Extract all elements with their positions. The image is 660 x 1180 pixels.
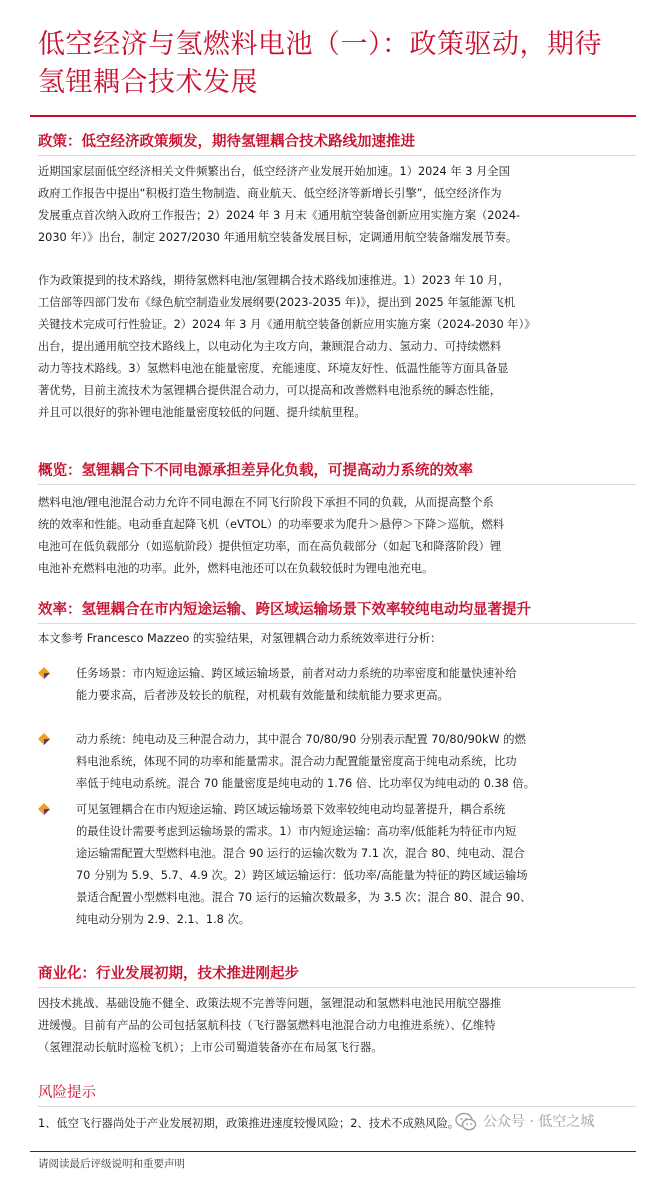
title-line-1: 低空经济与氢燃料电池（一）：政策驱动，期待 — [38, 29, 602, 60]
section-heading-risk: 风险提示 — [38, 1085, 96, 1101]
section-divider — [38, 987, 636, 988]
footer-divider — [30, 1151, 636, 1152]
risk-paragraph: 1、低空飞行器尚处于产业发展初期，政策推进速度较慢风险；2、技术不成熟风险。 — [38, 1117, 460, 1130]
bullet-text: 可见氢锂耦合在市内短途运输、跨区域运输场景下效率较纯电动均显著提升，耦合系统 的最佳设计需要考虑到运输场景的需求。1）市内短途运输：高功率/低能耗为特征市内短 途运输需配置大型燃料电池。混合 90 运行的运输次数为 7.1 次，混合 80、纯电动、混合 70 分别为 5.9、5.7、4.9 次。2）跨区域运输运行：低功率/高能量为特征的跨区域运输场 景适合配置小型燃料电池。混合 70 运行的运输次数最多，为 3.5 次；混合 80、混合 90、 纯电动分别为 2.9、2.1、1.8 次。 — [76, 803, 532, 926]
title-line-2: 氢锂耦合技术发展 — [38, 67, 258, 98]
section-divider — [38, 623, 636, 624]
section-heading-commercial: 商业化：行业发展初期，技术推进刚起步 — [38, 966, 299, 982]
commercial-paragraph: 因技术挑战、基础设施不健全、政策法规不完善等问题，氢锂混动和氢燃料电池民用航空器推 进缓慢。目前有产品的公司包括氢航科技（飞行器氢燃料电池混合动力电推进系统）、亿维特 （氢锂混动长航时巡检飞机）；上市公司蜀道装备亦在布局氢飞行器。 — [38, 997, 502, 1054]
section-divider — [38, 1106, 636, 1107]
watermark — [455, 1108, 655, 1136]
diamond-bullet-icon — [38, 733, 50, 745]
section-heading-overview: 概览：氢锂耦合下不同电源承担差异化负载，可提高动力系统的效率 — [38, 463, 473, 479]
bullet-text: 动力系统：纯电动及三种混合动力，其中混合 70/80/90 分别表示配置 70/80/90kW 的燃 料电池系统，体现不同的功率和能量需求。混合动力配置能量密度高于纯电动系统，比功 率低于纯电动系统。混合 70 能量密度是纯电动的 1.76 倍、比功率仅为纯电动的 0.38 倍。 — [76, 733, 536, 790]
section-heading-efficiency: 效率：氢锂耦合在市内短途运输、跨区域运输场景下效率较纯电动均显著提升 — [38, 602, 531, 618]
page-title — [38, 26, 638, 102]
bullet-text: 任务场景：市内短途运输、跨区域运输场景，前者对动力系统的功率密度和能量快速补给 能力要求高，后者涉及较长的航程，对机载有效能量和续航能力要求更高。 — [76, 667, 517, 702]
overview-paragraph: 燃料电池/锂电池混合动力允许不同电源在不同飞行阶段下承担不同的负载，从而提高整个系 统的效率和性能。电动垂直起降飞机（eVTOL）的功率要求为爬升＞悬停＞下降＞巡航，燃料 电池可在低负载部分（如巡航阶段）提供恒定功率，而在高负载部分（如起飞和降落阶段）锂 电池补充燃料电池的功率。此外，燃料电池还可以在负载较低时为锂电池充电。 — [38, 496, 505, 575]
policy-paragraph-2: 作为政策提到的技术路线，期待氢燃料电池/氢锂耦合技术路线加速推进。1）2023 年 10 月， 工信部等四部门发布《绿色航空制造业发展纲要(2023-2035 年)》，提出到 2025 年氢能源飞机 关键技术完成可行性验证。2）2024 年 3 月《通用航空装备创新应用实施方案（2024-2030 年）》 出台，提出通用航空技术路线上，以电动化为主攻方向，兼顾混合动力、氢动力、可持续燃料 动力等技术路线。3）氢燃料电池在能量密度、充能速度、环境友好性、低温性能等方面具备显 著优势，目前主流技术为氢锂耦合提供混合动力，可以提高和改善燃料电池系统的瞬态性能， 并且可以很好的弥补锂电池能量密度较低的问题、提升续航里程。 — [38, 274, 536, 419]
page-footer: 请阅读最后评级说明和重要声明 — [38, 1158, 185, 1170]
watermark-text: 公众号 · 低空之城 — [483, 1114, 595, 1130]
title-divider — [30, 115, 636, 117]
section-divider — [38, 484, 636, 485]
diamond-bullet-icon — [38, 667, 50, 679]
wechat-icon — [455, 1111, 477, 1133]
efficiency-intro: 本文参考 Francesco Mazzeo 的实验结果，对氢锂耦合动力系统效率进行分析： — [38, 632, 442, 645]
section-divider — [38, 155, 636, 156]
policy-paragraph-1: 近期国家层面低空经济相关文件频繁出台，低空经济产业发展开始加速。1）2024 年 3 月全国 政府工作报告中提出“积极打造生物制造、商业航天、低空经济等新增长引擎”，低空经济作为 发展重点首次纳入政府工作报告；2）2024 年 3 月末《通用航空装备创新应用实施方案（2024- 2030 年）》出台，制定 2027/2030 年通用航空装备发展目标，定调通用航空装备端发展节奏。 — [38, 165, 521, 244]
section-heading-policy: 政策：低空经济政策频发，期待氢锂耦合技术路线加速推进 — [38, 134, 415, 150]
diamond-bullet-icon — [38, 803, 50, 815]
